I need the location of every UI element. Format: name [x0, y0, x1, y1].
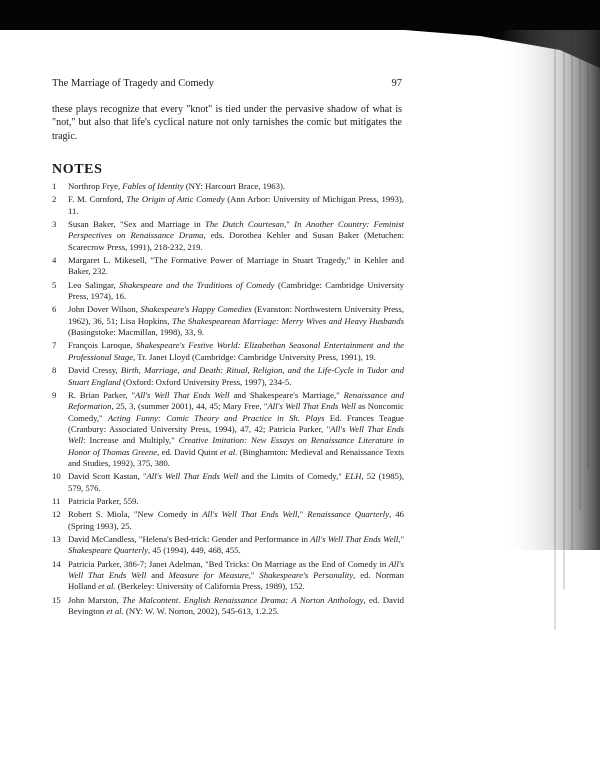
note-item [52, 280, 404, 303]
note-number: 12 [52, 509, 61, 520]
note-number: 7 [52, 340, 57, 351]
note-number: 8 [52, 365, 57, 376]
notes-list [52, 181, 404, 619]
note-text: R. Brian Parker, "All's Well That Ends Well and Shakespeare's Marriage," Renaissance and Reformation, 25, 3, (summer 2001), 44, 45; Mary Free, "All's Well That Ends Well as Noncomic Comedy," Acting Funny: Comic Theory and Practice in Sh. Plays Ed. Frances Teague (Cranbury: Associated University Press, 1994), 47, 42; Patricia Parker, "All's Well That Ends Well: Increase and Multiply," Creative Imitation: New Essays on Renaissance Literature in Honor of Thomas Greene, ed. David Quint et al. (Binghamton: Medieval and Renaissance Texts and Studies, 1992), 375, 380. [68, 389, 404, 468]
notes-heading: NOTES [52, 162, 103, 177]
note-item [52, 534, 404, 557]
note-number: 10 [52, 471, 61, 482]
note-text: Robert S. Miola, "New Comedy in All's Well That Ends Well," Renaissance Quarterly, 46 (Spring 1993), 25. [68, 509, 405, 531]
running-header [52, 78, 402, 89]
note-text: David Scott Kastan, "All's Well That Ends Well and the Limits of Comedy," ELH, 52 (1985), 579, 576. [68, 471, 404, 493]
scan-edge-right [460, 30, 600, 776]
note-number: 14 [52, 558, 61, 569]
note-number: 15 [52, 594, 61, 605]
note-text: Susan Baker, "Sex and Marriage in The Dutch Courtesan," In Another Country: Feminist Perspectives on Renaissance Drama, eds. Dorothea Kehler and Susan Baker (Metuchen: Scarecrow Press, 1991), 218-232, 219. [68, 219, 404, 252]
note-text: Northrop Frye, Fables of Identity (NY: Harcourt Brace, 1963). [68, 181, 286, 191]
note-number: 6 [52, 304, 57, 315]
note-item [52, 304, 404, 338]
closing-paragraph: these plays recognize that every "knot" is tied under the pervasive shadow of what is "not," but also that life's cyclical nature not only tarnishes the comic but mitigates the tragic. [52, 104, 402, 142]
note-item [52, 194, 404, 217]
note-text: Patricia Parker, 559. [68, 495, 139, 506]
note-item [52, 390, 404, 469]
note-text: Margaret L. Mikesell, "The Formative Power of Marriage in Stuart Tragedy," in Kehler and Baker, 232. [68, 255, 404, 277]
running-title: The Marriage of Tragedy and Comedy [52, 78, 214, 89]
note-number: 13 [52, 533, 61, 544]
note-item [52, 559, 404, 593]
note-number: 2 [52, 194, 57, 205]
note-item [52, 471, 404, 494]
note-text: John Dover Wilson, Shakespeare's Happy Comedies (Evanston: Northwestern University Press, 1962), 36, 51; Lisa Hopkins, The Shakespearean Marriage: Merry Wives and Heavy Husbands (Basingstoke: Macmillan, 1998), 33, 9. [68, 304, 404, 338]
note-item [52, 365, 404, 388]
note-number: 3 [52, 219, 57, 230]
note-item [52, 219, 404, 253]
note-item [52, 595, 404, 618]
note-number: 11 [52, 495, 61, 506]
note-item [52, 509, 404, 532]
note-item [52, 181, 404, 192]
page-number: 97 [391, 78, 402, 89]
note-number: 9 [52, 389, 57, 400]
note-text: Leo Salingar, Shakespeare and the Traditions of Comedy (Cambridge: Cambridge University Press, 1974), 16. [68, 279, 405, 302]
note-text: Patricia Parker, 386-7; Janet Adelman, "Bed Tricks: On Marriage as the End of Comedy in All's Well That Ends Well and Measure for Measure," Shakespeare's Personality, ed. Norman Holland et al. (Berkeley: University of California Press, 1989), 152. [68, 558, 404, 592]
note-item [52, 340, 404, 363]
scan-edge-top [0, 0, 600, 30]
note-item [52, 496, 404, 507]
note-text: John Marston, The Malcontent. English Renaissance Drama: A Norton Anthology, ed. David Bevington et al. (NY: W. W. Norton, 2002), 545-613, 1.2.25. [68, 594, 404, 617]
note-text: F. M. Cornford, The Origin of Attic Comedy (Ann Arbor: University of Michigan Press, 1993), 11. [68, 194, 404, 216]
note-text: David McCandless, "Helena's Bed-trick: Gender and Performance in All's Well That Ends Well," Shakespeare Quarterly, 45 (1994), 449, 468, 455. [68, 533, 404, 556]
note-text: François Laroque, Shakespeare's Festive World: Elizabethan Seasonal Entertainment and the Professional Stage, Tr. Janet Lloyd (Cambridge: Cambridge University Press, 1991), 19. [68, 340, 404, 362]
note-number: 5 [52, 279, 57, 290]
note-number: 4 [52, 255, 57, 266]
note-number: 1 [52, 181, 57, 191]
note-item [52, 255, 404, 278]
note-text: David Cressy, Birth, Marriage, and Death: Ritual, Religion, and the Life-Cycle in Tudor and Stuart England (Oxford: Oxford University Press, 1997), 234-5. [68, 365, 404, 387]
